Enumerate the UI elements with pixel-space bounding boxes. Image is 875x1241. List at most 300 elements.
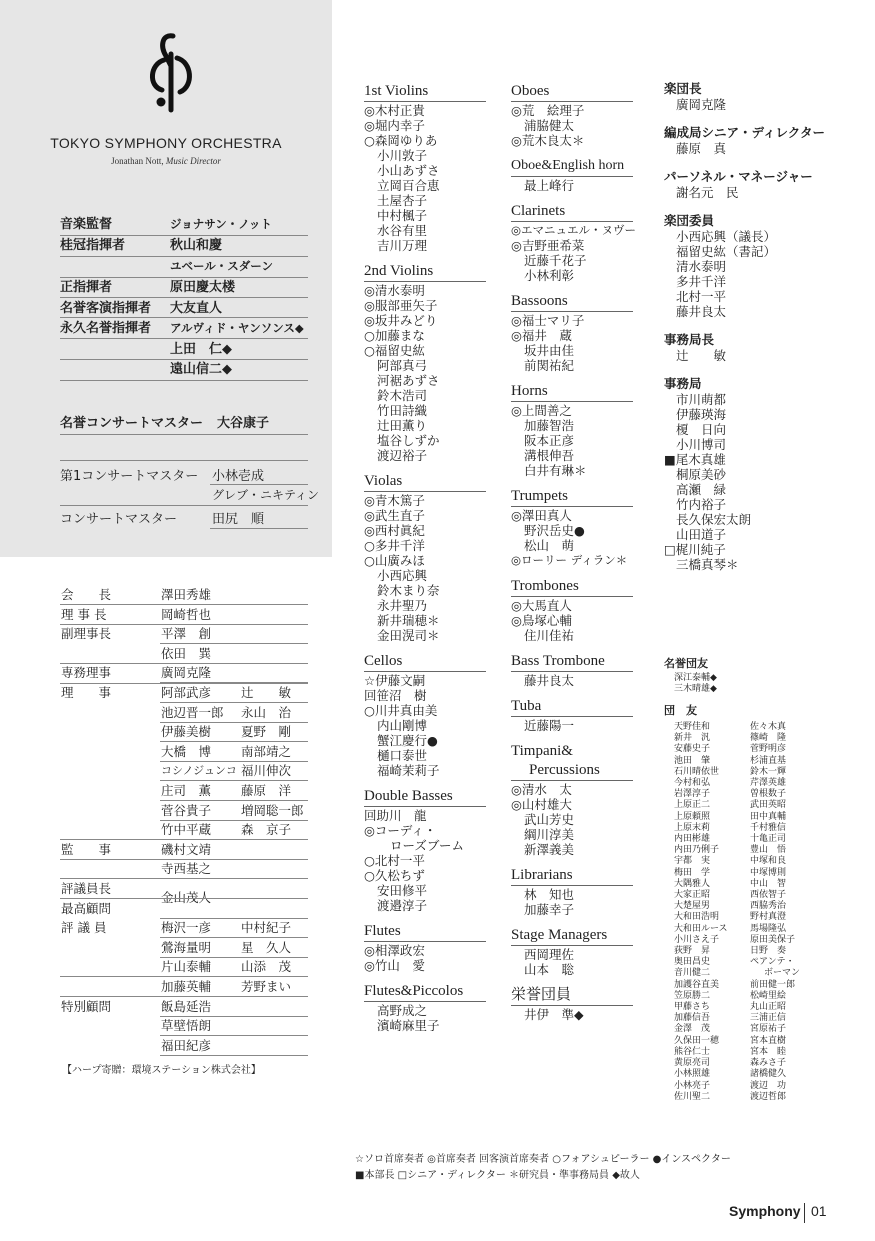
section-member: 近藤千花子 [524,253,587,268]
section-member: ○川井真由美 [364,703,438,718]
friend-name: 金澤 茂 [674,1024,711,1035]
section-member: ◎福士マリ子 [511,313,585,328]
friend-name: 大隅雅人 [674,878,711,889]
section-heading: Clarinets [511,202,633,222]
section-heading: Horns [511,382,633,402]
section-heading: Cellos [364,652,486,672]
board-name: 梅沢一彦 [161,920,212,936]
friend-name: 千村雅信 [750,822,787,833]
staff-name: 多井千洋 [676,274,727,289]
board-name: 福川伸次 [241,763,292,779]
board-name: 依田 巽 [161,645,212,661]
section-gap [511,857,636,866]
section-member: ◎大馬直人 [511,598,572,613]
section-member: 回助川 龍 [364,808,427,823]
friend-name: 加護谷直美 [674,979,720,990]
section-member: 坂井由佳 [524,343,575,358]
board-divider [160,722,308,723]
board-name: 廣岡克隆 [161,665,212,681]
row-divider [60,505,308,506]
friend-name: 宇都 実 [674,856,711,867]
conductor-role: 名誉客演指揮者 [60,301,152,316]
section-member: 小林利彰 [524,268,575,283]
section-member: ◎コーディ・ [364,823,437,838]
section-member: 河裾あずさ [377,373,440,388]
concertmaster-name: グレブ・ニキティン [212,488,320,502]
friend-name: 宮本 睦 [750,1046,787,1057]
friends-heading: 団 友 [664,704,697,717]
board-name: 辻 敏 [241,685,292,700]
conductor-row [60,360,308,379]
friend-name: 笠原勝二 [674,990,711,1001]
section-heading: Tuba [511,697,633,717]
page-number: 01 [811,1203,827,1219]
staff-name: 辻 敏 [676,348,727,363]
section-member: ローズブーム [390,838,465,853]
section-gap [511,478,636,487]
row-divider [60,338,308,339]
staff-name: 謝名元 民 [676,185,739,200]
section-member: 塩谷しずか [377,433,440,448]
friend-name: 中塚和良 [750,856,787,867]
section-gap [511,917,636,926]
section-member: 阪本正彦 [524,433,575,448]
staff-heading: 編成局シニア・ディレクター [664,125,826,140]
friend-name: 武田英昭 [750,800,787,811]
board-role: 監 事 [61,841,112,857]
conductor-name: 遠山信二◆ [170,362,232,377]
harp-note: 【ハープ寄贈：環境ステーション株式会社】 [62,1065,261,1076]
staff-name: 高瀬 緑 [676,482,727,497]
conductor-row [60,299,308,318]
row-divider [60,277,308,278]
honorary-friends-heading: 名誉団友 [664,657,708,670]
section-member: ○森岡ゆりあ [364,133,438,148]
section-member: 樋口泰世 [377,748,428,763]
section-member: ○加藤まな [364,328,425,343]
section-heading: Bass Trombone [511,652,633,672]
staff-name: 伊藤瑛海 [676,407,727,422]
concertmaster-role: コンサートマスター [60,512,178,527]
friend-name: 日野 奏 [750,946,787,957]
row-divider [60,297,308,298]
section-member: ○北村一平 [364,853,425,868]
section-member: 新井瑞穂＊ [377,613,440,628]
board-name: 庄司 薫 [161,783,212,798]
friend-name: 石川晴依世 [674,766,720,777]
section-member: ☆伊藤文嗣 [364,673,426,688]
honorary-friend: 深江泰輔◆ [674,673,717,683]
section-member: ◎吉野亜希菜 [511,238,585,253]
row-divider [168,235,308,236]
staff-heading: パーソネル・マネージャー [664,169,813,184]
section-member: ◎荒 絵理子 [511,103,585,118]
section-member: 福崎茉莉子 [377,763,440,778]
section-member: ◎服部亜矢子 [364,298,438,313]
section-member: 安田修平 [377,883,428,898]
section-member: 竹田詩織 [377,403,428,418]
section-heading: Oboes [511,82,633,102]
board-divider [160,918,308,919]
honorary-concertmaster-row [60,414,308,433]
section-gap [511,193,636,202]
board-name: 竹中平蔵 [161,822,212,838]
concertmaster-name: 田尻 順 [212,512,265,527]
friend-name: 丸山正昭 [750,1002,787,1013]
board-name: 阿部武彦 [161,685,212,700]
board-name: 永山 治 [241,704,292,720]
board-role: 評 議 員 [61,920,107,936]
friend-name: 三浦正信 [750,1013,787,1024]
section-heading: Stage Managers [511,926,633,946]
section-member: ◎竹山 愛 [364,958,425,973]
section-gap [364,253,486,262]
board-divider [160,1035,308,1036]
board-name: コシノジュンコ [161,764,237,778]
row-divider [60,434,308,435]
staff-column [664,80,825,572]
board-role: 最高顧問 [61,900,112,916]
section-heading: Violas [364,472,486,492]
friend-name: 大和田ルース [674,923,728,934]
friend-name: 加藤信吾 [674,1013,711,1024]
section-member: 内山剛博 [377,718,428,733]
board-divider [160,800,308,801]
section-member: ◎澤田真人 [511,508,572,523]
section-member: 住川佳祐 [524,628,575,643]
section-member: 山本 聡 [524,962,575,977]
section-gap [364,643,486,652]
section-member: 井伊 準◆ [524,1007,584,1022]
staff-name: 桐原美砂 [676,467,727,482]
section-member: 渡邉淳子 [377,898,428,913]
section-heading: Flutes&Piccolos [364,982,486,1002]
section-gap [511,148,636,157]
board-name: 南部靖之 [241,743,292,759]
friend-name: 豊山 悟 [750,845,787,856]
board-name: 平澤 創 [161,626,212,642]
friend-name: 上原正二 [674,800,711,811]
conductor-name: 大友直人 [170,301,223,316]
staff-heading: 事務局 [664,376,702,391]
section-member: ◎木村正貴 [364,103,425,118]
conductor-name: ユベール・スダーン [170,259,274,273]
section-member: 綱川淳美 [524,827,575,842]
friend-name: 内田彬雄 [674,834,711,845]
section-member: 白井有琳＊ [524,463,587,478]
board-divider [160,1016,308,1017]
friend-name: 佐々木真 [750,722,787,732]
board-name: 夏野 剛 [241,724,292,740]
friend-name: 馬場隆弘 [750,923,787,934]
section-gap [511,373,636,382]
friend-name: 原田美保子 [750,934,796,945]
section-member: 溝根伸吾 [524,448,575,463]
friend-name: 黄原亮司 [674,1058,711,1069]
friend-name: 宮原祐子 [750,1024,787,1035]
section-member: 加藤智浩 [524,418,575,433]
conductor-row [60,236,308,255]
board-name: 増岡聡一郎 [241,802,304,818]
board-name: 菅谷貴子 [161,802,212,818]
friend-name: 小林照雄 [674,1069,711,1080]
board-group-divider [60,604,308,605]
section-member: 土屋杏子 [377,193,428,208]
staff-heading: 楽団委員 [664,213,715,228]
section-member: ◎坂井みどり [364,313,438,328]
board-divider [160,937,308,938]
row-divider [210,484,308,485]
board-group-divider [60,898,308,899]
honorary-concertmaster-name: 大谷康子 [217,416,270,431]
section-heading: Double Basses [364,787,486,807]
section-member: ○多井千洋 [364,538,425,553]
section-member: ◎山村雄大 [511,797,572,812]
friend-name: 今村和弘 [674,778,711,789]
section-member: 中村楓子 [377,208,428,223]
staff-name: 小西応興（議長） [676,229,777,244]
friend-name: 音川健二 [674,968,711,979]
staff-name: □梶川純子 [664,542,726,557]
staff-name: 竹内裕子 [676,497,727,512]
board-role: 副理事長 [61,626,112,642]
friend-name: 大楚屋男 [674,901,711,912]
board-name: 草壁悟朗 [161,1018,212,1034]
section-gap [511,977,636,986]
board-role: 特別顧問 [61,998,112,1014]
staff-name: 清水泰明 [676,259,727,274]
section-member: 水谷有里 [377,223,428,238]
staff-name: 山田道子 [676,527,727,542]
section-gap [364,913,486,922]
section-heading: Flutes [364,922,486,942]
conductor-name: 原田慶太楼 [170,280,236,295]
friends-column-1 [674,722,728,1103]
board-name: 寺西基之 [161,861,212,877]
conductor-name: 秋山和慶 [170,238,223,253]
board-divider [60,878,308,879]
conductor-row [60,215,308,234]
board-name: 加藤英輔 [161,979,212,994]
friend-name: 宮本直樹 [750,1035,787,1046]
board-divider [160,957,308,958]
conductor-name: アルヴィド・ヤンソンス◆ [170,321,304,335]
music-director: Jonathan Nott, Music Director [111,156,221,166]
section-heading: 栄誉団員 [511,986,633,1006]
board-name: 芳野まい [241,979,292,994]
conductor-role: 音楽監督 [60,217,113,232]
friend-name: 小林亮子 [674,1080,711,1091]
section-member: 鈴木まり奈 [377,583,440,598]
staff-name: 廣岡克隆 [676,97,727,112]
footer-magazine: Symphony [729,1203,801,1219]
board-role: 理 事 [61,685,112,700]
section-gap [511,568,636,577]
section-member: 渡辺裕子 [377,448,428,463]
section-member: ◎荒木良太＊ [511,133,585,148]
friend-name: 西依智子 [750,890,787,901]
section-heading: Oboe&English horn [511,157,633,177]
row-divider [60,359,308,360]
section-heading: Trumpets [511,487,633,507]
section-member: ◎エマニュエル・ヌヴー [511,223,637,237]
staff-name: ■尾木真雄 [664,452,726,467]
section-heading: Librarians [511,866,633,886]
staff-name: 藤原 真 [676,141,727,156]
section-member: 濱崎麻里子 [377,1018,440,1033]
staff-gap [664,112,825,124]
board-divider [60,996,308,997]
friend-name: 奥田昌史 [674,957,711,968]
board-name: 山添 茂 [241,959,292,975]
section-heading: Bassoons [511,292,633,312]
board-group-divider [60,976,308,977]
section-member: ○山廣みほ [364,553,425,568]
section-member: 立岡百合恵 [377,178,440,193]
section-member: ◎上間善之 [511,403,572,418]
friend-name: ペアンテ・ [750,957,795,968]
friend-name: 上原頼照 [674,811,711,822]
section-member: 永井聖乃 [377,598,428,613]
section-member: 林 知也 [524,887,575,902]
section-member: 鈴木浩司 [377,388,428,403]
friend-name: 内田乃俐子 [674,845,720,856]
friend-name: 佐川聖二 [674,1091,711,1102]
staff-name: 小川博司 [676,437,727,452]
staff-heading: 楽団長 [664,81,702,96]
section-member: 吉川万理 [377,238,428,253]
staff-gap [664,363,825,375]
board-name: 池辺晋一郎 [161,704,224,720]
board-group-divider [60,663,308,664]
row-divider [60,317,308,318]
section-gap [511,688,636,697]
section-gap [364,463,486,472]
section-member: ◎西村眞紀 [364,523,425,538]
section-member: 西岡理佐 [524,947,575,962]
section-member: 小川敦子 [377,148,428,163]
conductor-name: ジョナサン・ノット [170,217,272,231]
board-divider [160,741,308,742]
section-heading: 1st Violins [364,82,486,102]
board-name: 鶯海量明 [161,939,212,955]
conductor-role: 正指揮者 [60,280,113,295]
orchestra-logo [140,32,196,114]
friend-name: 岩澤淳子 [674,789,711,800]
board-name: 飯島延浩 [161,998,212,1014]
staff-heading: 事務局長 [664,332,715,347]
friend-name: 久保田一穂 [674,1035,720,1046]
row-divider [210,528,308,529]
section-member: ◎堀内幸子 [364,118,425,133]
friend-name: 西脇秀治 [750,901,787,912]
friend-name: 芹澤英雄 [750,778,787,789]
board-role: 評議員長 [61,881,112,896]
board-name: 大橋 博 [161,743,212,759]
section-member: 近藤陽一 [524,718,575,733]
section-member: ◎福井 蔵 [511,328,572,343]
board-name: 伊藤美樹 [161,724,212,740]
friend-name: 荻野 昇 [674,946,711,957]
board-name: 中村紀子 [241,920,292,936]
section-gap [511,733,636,742]
board-divider [160,643,308,644]
section-member: 小西応興 [377,568,428,583]
board-divider [160,780,308,781]
staff-name: 長久保宏太朗 [676,512,752,527]
section-member: ◎青木篤子 [364,493,425,508]
friend-name: 中山 智 [750,878,787,889]
honorary-friend: 三木晴雄◆ [674,684,717,695]
staff-name: 福留史紘（書記） [676,244,777,259]
board-name: 澤田秀雄 [161,587,212,602]
section-member: 回笹沼 樹 [364,688,427,703]
honorary-friends-list [674,673,717,695]
concertmaster-name: 小林壱成 [212,469,265,484]
friend-name: 中塚博則 [750,867,787,878]
friend-name: 安藤史子 [674,744,711,755]
section-member: 新澤義美 [524,842,575,857]
friend-name: 菅野明彦 [750,744,787,755]
section-member: ◎清水 太 [511,782,572,797]
friend-name: 天野佳和 [674,722,711,732]
section-heading: 2nd Violins [364,262,486,282]
staff-name: 市川萌都 [676,392,727,407]
sections-column-1 [364,82,486,1033]
friend-name: ボーマン [764,968,801,979]
section-member: ◎清水泰明 [364,283,425,298]
staff-gap [664,156,825,168]
board-name: 藤原 洋 [241,783,292,798]
section-heading: Trombones [511,577,633,597]
honorary-concertmaster-role: 名誉コンサートマスター [60,416,204,431]
conductor-role: 桂冠指揮者 [60,238,126,253]
board-name: 森 京子 [241,822,292,838]
section-member: 高野成之 [377,1003,428,1018]
staff-name: 榎 日向 [676,422,727,437]
concertmaster-role: 第1コンサートマスター [60,469,199,484]
section-member: 松山 萌 [524,538,575,553]
footer-divider [804,1203,805,1223]
conductor-row [60,257,308,276]
friend-name: 大家正昭 [674,890,711,901]
staff-name: 北村一平 [676,289,727,304]
board-name: 岡崎哲也 [161,606,212,622]
section-gap [364,778,486,787]
conductor-row [60,278,308,297]
friend-name: 鈴木一輝 [750,766,787,777]
section-member: 武山芳史 [524,812,575,827]
section-member: ◎武生直子 [364,508,425,523]
board-name: 片山泰輔 [161,959,212,975]
sections-column-2 [511,82,636,1022]
legend-line: ☆ソロ首席奏者 ◎首席奏者 回客演首席奏者 ○フォアシュピーラー ●インスペクター [355,1154,731,1165]
section-member: 蟹江慶行● [377,733,438,748]
friend-name: 新井 汎 [674,733,711,744]
section-member: 浦脇健太 [524,118,575,133]
orchestra-name: TOKYO SYMPHONY ORCHESTRA [50,135,282,151]
conductor-name: 上田 仁◆ [170,342,232,357]
conductor-row [60,340,308,359]
section-member: ○福留史紘 [364,343,425,358]
board-name: 星 久人 [241,939,292,955]
staff-name: 三橋真琴＊ [676,557,739,572]
friend-name: 前田健一郎 [750,979,796,990]
board-role: 専務理事 [61,665,112,681]
board-divider [160,702,308,703]
section-gap [511,283,636,292]
friend-name: 上原末莉 [674,822,711,833]
